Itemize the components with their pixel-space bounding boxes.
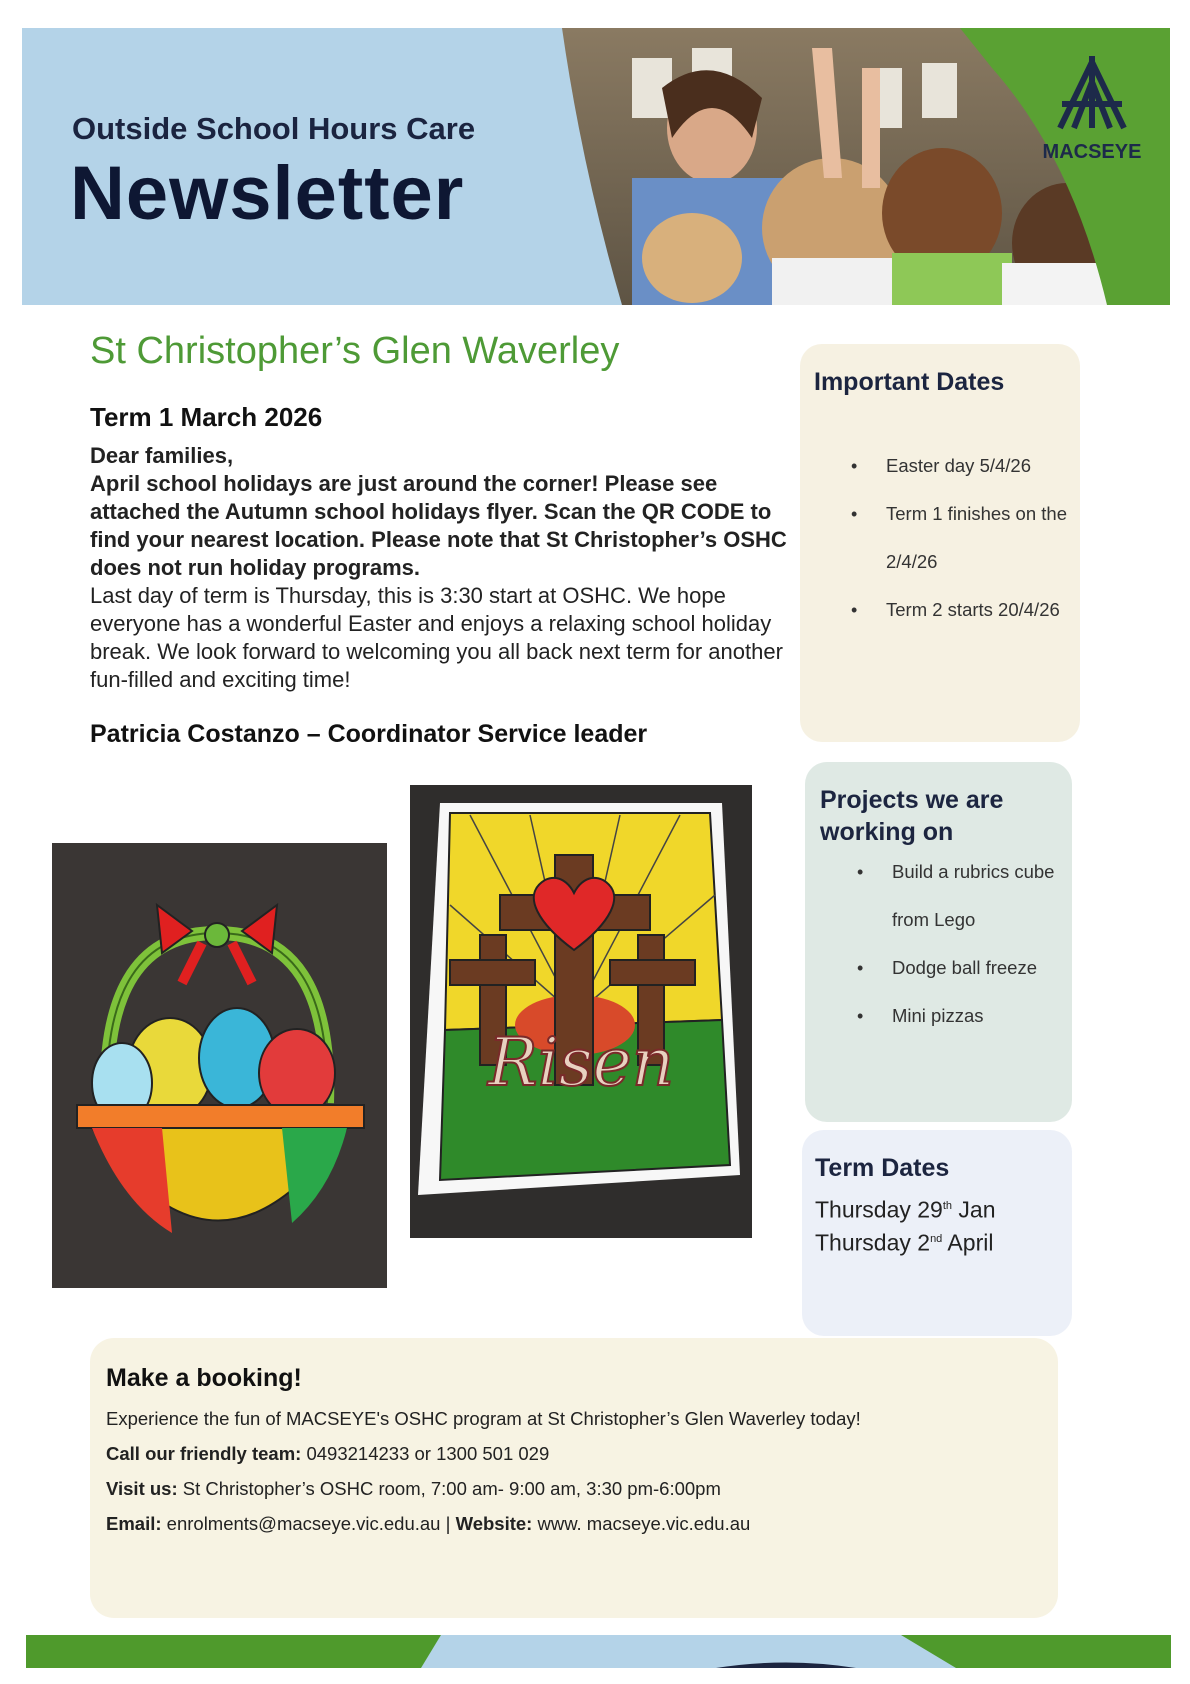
term-start-date: Thursday 29th Jan xyxy=(815,1196,996,1223)
booking-visit: Visit us: St Christopher’s OSHC room, 7:00 am- 9:00 am, 3:30 pm-6:00pm xyxy=(106,1478,721,1499)
projects-list xyxy=(857,848,1072,1040)
important-dates-list xyxy=(851,442,1076,634)
newsletter-body xyxy=(90,442,790,694)
list-item: • Mini pizzas xyxy=(892,992,1072,1040)
header-subtitle: Outside School Hours Care xyxy=(72,111,476,146)
bullet-icon: • xyxy=(857,1006,864,1026)
list-item: • Term 2 starts 20/4/26 xyxy=(886,586,1076,634)
term-dates-title: Term Dates xyxy=(815,1154,950,1182)
booking-panel xyxy=(90,1338,1058,1618)
bullet-icon: • xyxy=(851,504,858,524)
important-dates-panel xyxy=(800,344,1080,742)
bullet-icon: • xyxy=(857,862,864,882)
booking-phone: Call our friendly team: 0493214233 or 1300 501 029 xyxy=(106,1443,550,1464)
footer-bar xyxy=(26,1635,1171,1668)
header-title: Newsletter xyxy=(70,151,465,236)
term-heading: Term 1 March 2026 xyxy=(90,402,323,432)
booking-intro: Experience the fun of MACSEYE's OSHC program at St Christopher’s Glen Waverley today! xyxy=(106,1408,861,1429)
term-end-date: Thursday 2nd April xyxy=(815,1229,994,1256)
logo-wordmark: MACSEYE xyxy=(1042,141,1142,163)
bullet-icon: • xyxy=(851,456,858,476)
term-dates-lines xyxy=(815,1192,996,1257)
holiday-notice: April school holidays are just around the corner! Please see attached the Autumn school holidays flyer. Scan the QR CODE to find your nearest location. Please note that St Christopher’s OSHC does not run holiday programs. xyxy=(90,471,787,580)
projects-title: Projects we are working on xyxy=(820,786,1004,846)
projects-panel xyxy=(805,762,1072,1122)
list-item: • Build a rubrics cube from Lego xyxy=(892,848,1072,944)
term-end-message: Last day of term is Thursday, this is 3:30 start at OSHC. We hope everyone has a wonderful Easter and enjoys a relaxing school holiday break. We look forward to welcoming you all back next term for another fun-filled and exciting time! xyxy=(90,583,783,692)
list-item: • Dodge ball freeze xyxy=(892,944,1072,992)
list-item: • Term 1 finishes on the 2/4/26 xyxy=(886,490,1076,586)
list-item: • Easter day 5/4/26 xyxy=(886,442,1076,490)
bullet-icon: • xyxy=(851,600,858,620)
easter-basket-artwork xyxy=(52,843,387,1288)
macseye-logo xyxy=(1032,52,1152,172)
important-dates-title: Important Dates xyxy=(814,368,1005,396)
coordinator-signature: Patricia Costanzo – Coordinator Service leader xyxy=(90,720,648,748)
school-name: St Christopher’s Glen Waverley xyxy=(90,330,620,372)
booking-title: Make a booking! xyxy=(106,1364,302,1392)
macseye-logo-icon xyxy=(1052,52,1132,132)
risen-word: Risen xyxy=(488,1024,675,1101)
term-dates-panel xyxy=(802,1130,1072,1336)
greeting: Dear families, xyxy=(90,443,234,468)
email-link[interactable]: enrolments@macseye.vic.edu.au | xyxy=(161,1513,456,1534)
risen-cross-artwork xyxy=(410,785,752,1238)
booking-contact: Email: enrolments@macseye.vic.edu.au | Website: www. macseye.vic.edu.au xyxy=(106,1513,751,1534)
website-link[interactable]: www. macseye.vic.edu.au xyxy=(532,1513,751,1534)
header-banner xyxy=(22,28,1170,305)
bullet-icon: • xyxy=(857,958,864,978)
